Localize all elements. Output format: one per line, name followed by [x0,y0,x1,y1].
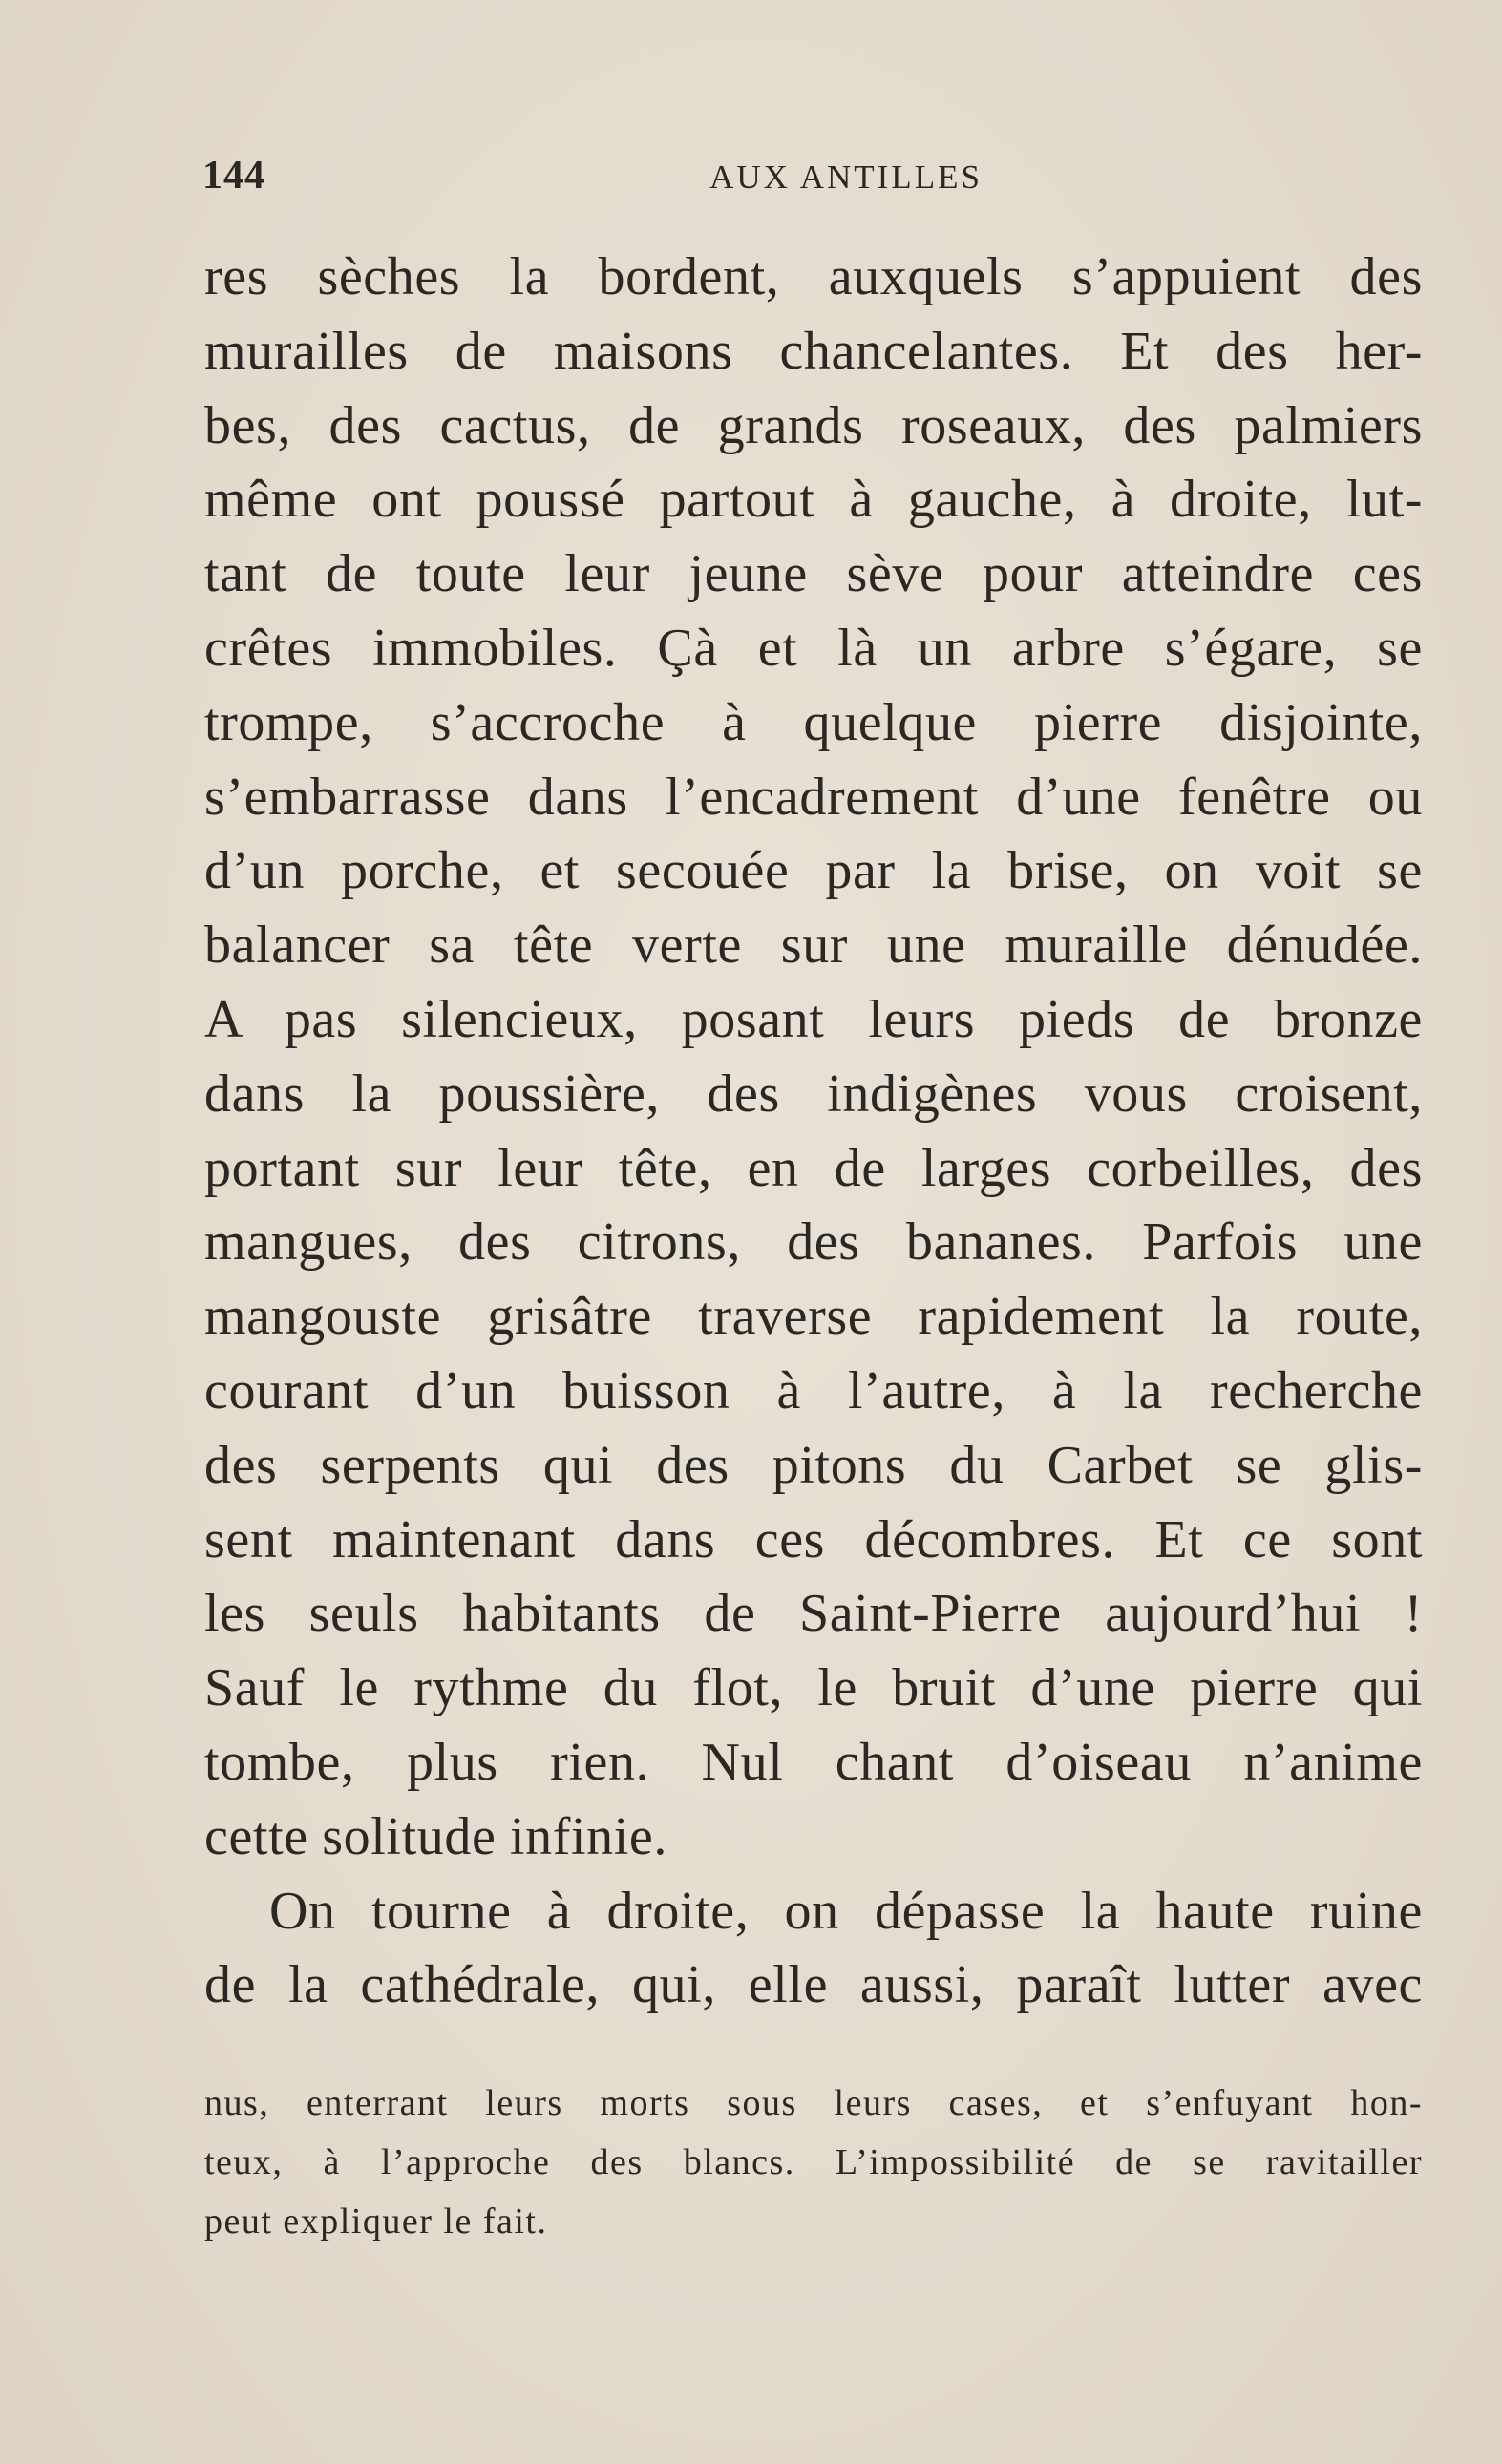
text-line: sent maintenant dans ces décombres. Et ce sont [204,1509,1423,1569]
text-line: tombe, plus rien. Nul chant d’oiseau n’anime [204,1732,1423,1792]
page-header [202,153,1423,210]
body-text [204,241,1423,2023]
text-line: bes, des cactus, de grands roseaux, des palmiers [204,395,1423,455]
text-line: s’embarrasse dans l’encadrement d’une fenêtre ou [204,767,1423,827]
text-line: même ont poussé partout à gauche, à droite, lut- [204,470,1423,530]
text-line: d’un porche, et secouée par la brise, on voit se [204,841,1423,901]
text-line: mangues, des citrons, des bananes. Parfois une [204,1212,1423,1273]
text-line: Sauf le rythme du flot, le bruit d’une pierre qui [204,1658,1423,1718]
running-title: AUX ANTILLES [709,158,983,196]
footnote [204,2074,1423,2251]
text-line: mangouste grisâtre traverse rapidement la route, [204,1287,1423,1347]
text-line: crêtes immobiles. Çà et là un arbre s’égare, se [204,618,1423,678]
footnote-line: peut expliquer le fait. [204,2201,548,2242]
text-line: les seuls habitants de Saint-Pierre aujourd’hui ! [204,1584,1423,1644]
text-line: dans la poussière, des indigènes vous croisent, [204,1064,1423,1124]
text-line: trompe, s’accroche à quelque pierre disjointe, [204,692,1423,752]
paragraph-end-line: cette solitude infinie. [204,1806,667,1866]
footnote-line: nus, enterrant leurs morts sous leurs cases, et s’enfuyant hon- [204,2083,1423,2123]
text-line: portant sur leur tête, en de larges corbeilles, des [204,1138,1423,1198]
page-number: 144 [202,154,265,198]
text-line: courant d’un buisson à l’autre, à la recherche [204,1360,1423,1421]
text-line: des serpents qui des pitons du Carbet se glis- [204,1435,1423,1495]
text-line: res sèches la bordent, auxquels s’appuient des [204,247,1423,306]
footnote-line: teux, à l’approche des blancs. L’impossibilité de se ravitailler [204,2142,1423,2182]
paragraph-start-line: On tourne à droite, on dépasse la haute ruine [269,1881,1423,1941]
text-line: de la cathédrale, qui, elle aussi, paraît lutter avec [204,1955,1423,2015]
text-line: tant de toute leur jeune sève pour atteindre ces [204,544,1423,604]
text-line: A pas silencieux, posant leurs pieds de bronze [204,989,1423,1049]
text-line: balancer sa tête verte sur une muraille dénudée. [204,916,1423,976]
text-line: murailles de maisons chancelantes. Et des her- [204,321,1423,381]
